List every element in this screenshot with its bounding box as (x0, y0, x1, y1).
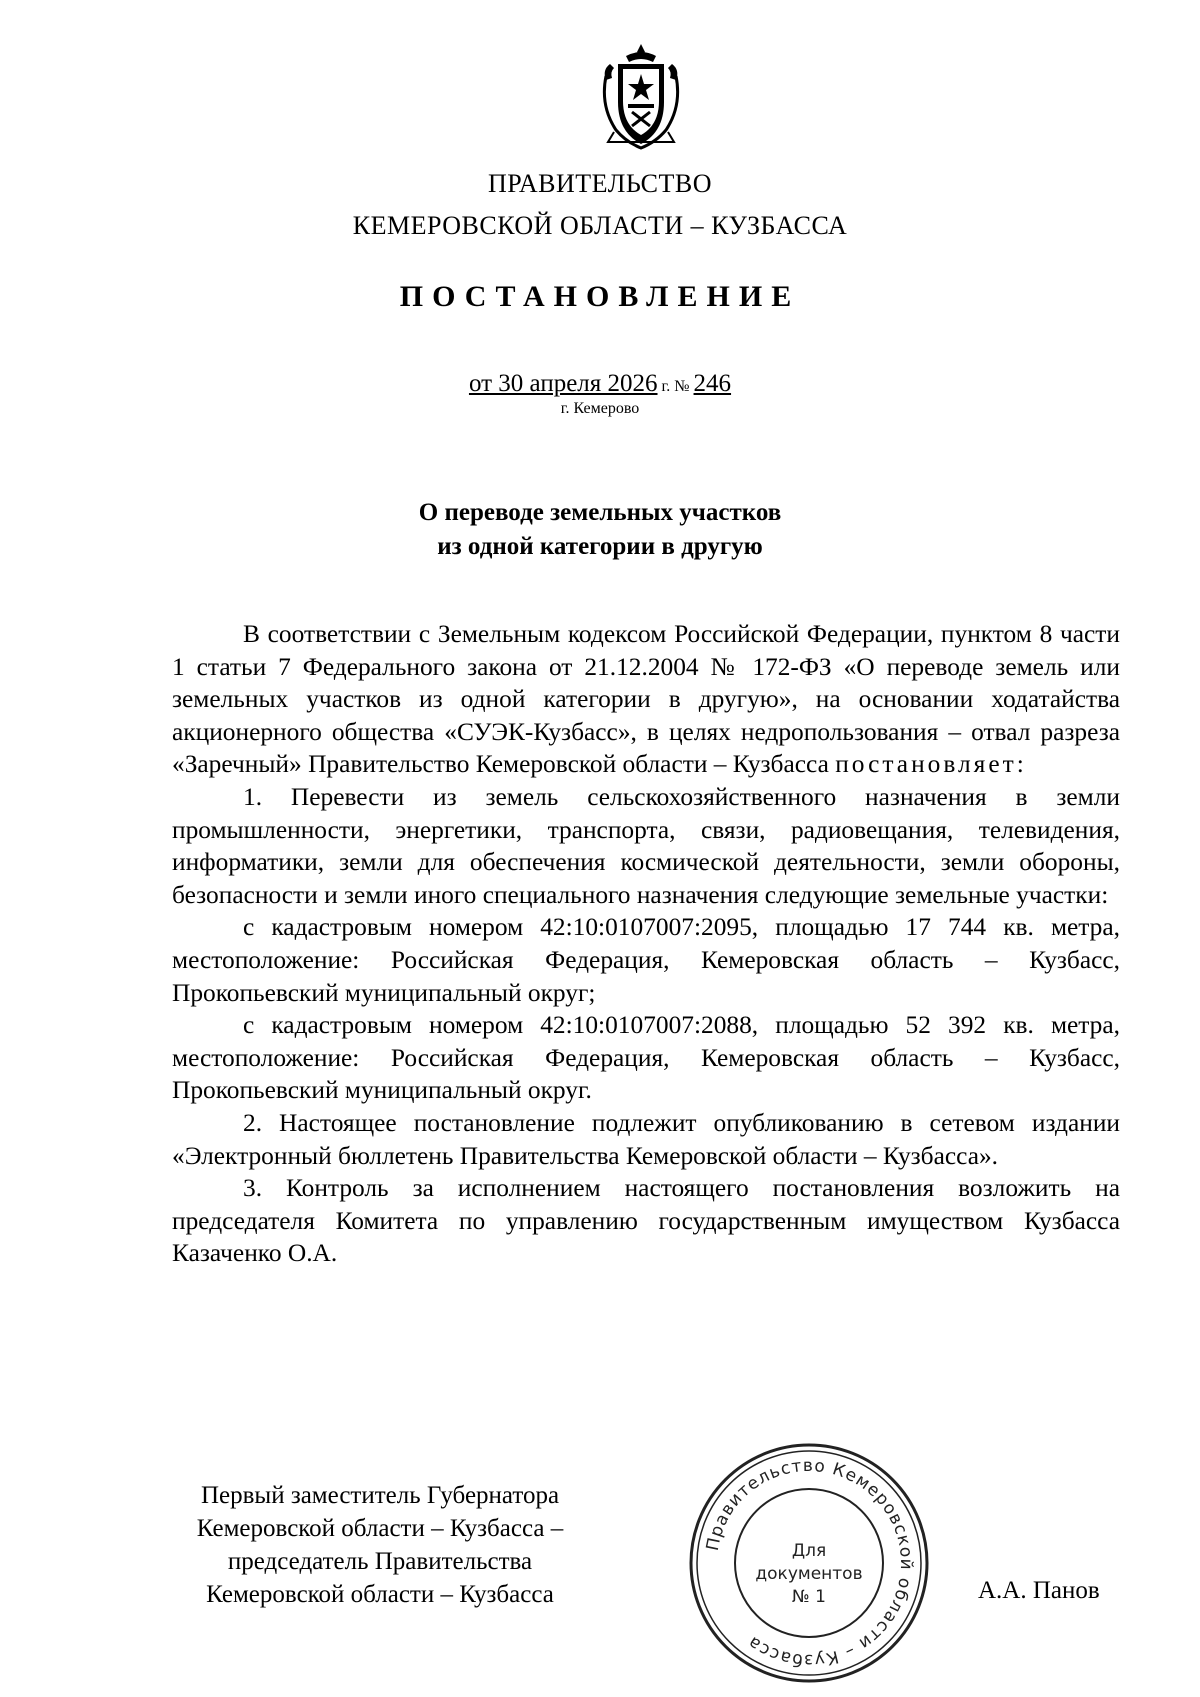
government-region: КЕМЕРОВСКОЙ ОБЛАСТИ – КУЗБАССА (352, 211, 848, 240)
document-city: г. Кемерово (560, 400, 640, 417)
preamble-text: В соответствии с Земельным кодексом Российской Федерации, пунктом 8 части 1 статьи 7 Федерального закона от 21.12.2004 № 172-ФЗ «О переводе земель или земельных участков из одной категории в другую», на основании ходатайства акционерного общества «СУЭК-Кузбасс», в целях недропользования – отвал разреза «Заречный» Правительство Кемеровской области – Кузбасса (172, 620, 1120, 779)
year-suffix: г. (657, 378, 671, 395)
document-date: от 30 апреля 2026 (468, 370, 658, 397)
stamp-line-1: Для (791, 1541, 827, 1561)
resolves-word: постановляет: (835, 750, 1027, 779)
document-date-number (0, 370, 1200, 398)
signer-title-line-2: Кемеровской области – Кузбасса – (196, 1515, 564, 1542)
stamp-line-2: документов (755, 1564, 863, 1584)
plot-2-paragraph: с кадастровым номером 42:10:0107007:2088, площадью 52 392 кв. метра, местоположение: Российская Федерация, Кемеровская область – Кузбасс, Прокопьевский муниципальный округ. (172, 1011, 1120, 1105)
subject-line-2: из одной категории в другую (437, 533, 763, 560)
preamble-paragraph (172, 618, 1120, 781)
stamp-ring-text: Правительство Кемеровской области – Кузбасса (702, 1455, 917, 1671)
signer-title-line-1: Первый заместитель Губернатора (200, 1482, 560, 1509)
document-body (172, 618, 1120, 1270)
item-3-paragraph: 3. Контроль за исполнением настоящего постановления возложить на председателя Комитета по управлению государственным имуществом Кузбасса Казаченко О.А. (172, 1174, 1120, 1268)
number-sign: № (670, 378, 694, 395)
document-type: ПОСТАНОВЛЕНИЕ (399, 280, 801, 313)
coat-of-arms-emblem (596, 40, 686, 152)
item-2-paragraph: 2. Настоящее постановление подлежит опубликованию в сетевом издании «Электронный бюллетень Правительства Кемеровской области – Кузбасса». (172, 1108, 1120, 1170)
signer-title (160, 1479, 600, 1611)
signer-title-line-4: Кемеровской области – Кузбасса (206, 1581, 554, 1608)
document-number: 246 (693, 370, 732, 397)
plot-1-paragraph: с кадастровым номером 42:10:0107007:2095, площадью 17 744 кв. метра, местоположение: Российская Федерация, Кемеровская область – Кузбасс, Прокопьевский муниципальный округ; (172, 913, 1120, 1007)
stamp-center-text (686, 1540, 932, 1609)
document-subject (0, 496, 1200, 564)
signer-title-line-3: председатель Правительства (227, 1548, 533, 1575)
signer-name: А.А. Панов (978, 1577, 1100, 1604)
item-1-paragraph: 1. Перевести из земель сельскохозяйственного назначения в земли промышленности, энергетики, транспорта, связи, радиовещания, телевидения, информатики, земли для обеспечения космической деятельности, земли обороны, безопасности и земли иного специального назначения следующие земельные участки: (172, 782, 1120, 909)
stamp-line-3: № 1 (792, 1587, 826, 1607)
subject-line-1: О переводе земельных участков (418, 499, 782, 526)
government-title: ПРАВИТЕЛЬСТВО (488, 169, 712, 198)
